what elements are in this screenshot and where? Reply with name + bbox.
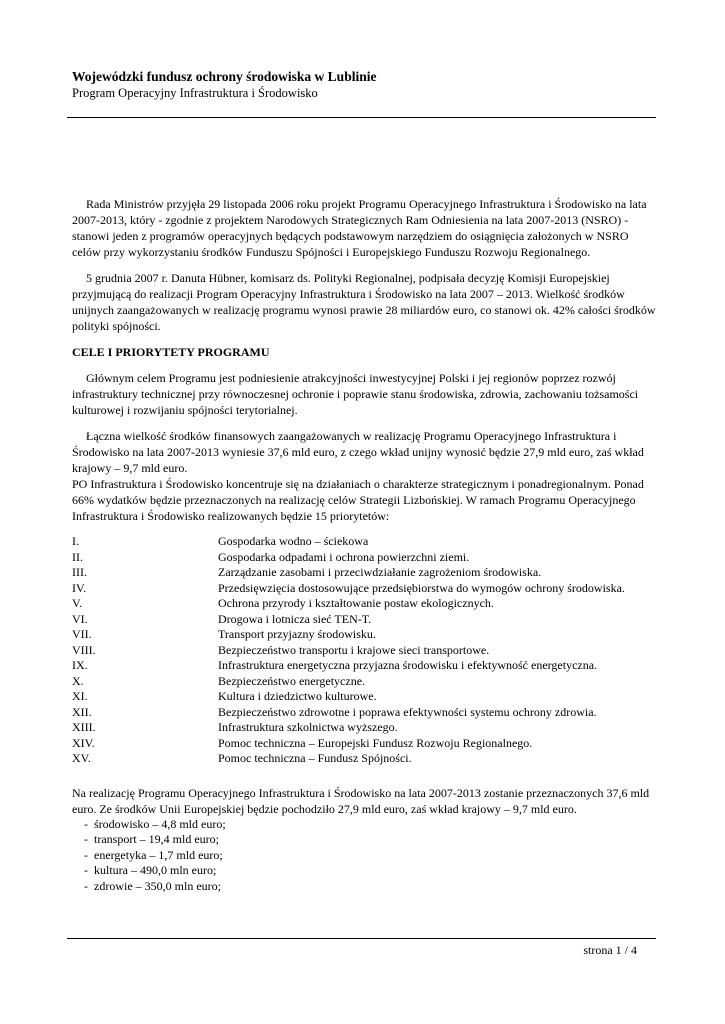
priority-row (72, 612, 625, 628)
priority-number: III. (72, 565, 87, 579)
allocation-list (72, 817, 657, 895)
priorities-list (72, 534, 625, 767)
section-heading: CELE I PRIORYTETY PROGRAMU (72, 345, 270, 359)
priority-row (72, 705, 625, 721)
priority-label: Ochrona przyrody i kształtowanie postaw ekologicznych. (218, 596, 494, 610)
priority-number: XIII. (72, 720, 96, 734)
priority-label: Drogowa i lotnicza sieć TEN-T. (218, 611, 372, 626)
priority-row (72, 550, 625, 566)
priority-label: Infrastruktura szkolnictwa wyższego. (218, 720, 398, 734)
priority-row (72, 534, 625, 550)
priority-number: XIV. (72, 735, 95, 750)
document-header (72, 68, 652, 101)
priority-number: IV. (72, 580, 87, 595)
priority-row (72, 751, 625, 767)
priority-row (72, 720, 625, 736)
priority-row (72, 596, 625, 612)
priority-label: Transport przyjazny środowisku. (218, 627, 376, 641)
allocation-item: - energetyka – 1,7 mld euro; (84, 848, 657, 864)
priority-row (72, 658, 625, 674)
priority-number: XII. (72, 704, 92, 719)
priority-row (72, 736, 625, 752)
priority-number: VIII. (72, 642, 96, 657)
header-divider (67, 117, 656, 118)
priority-number: XV. (72, 751, 91, 765)
allocation-item: - transport – 19,4 mld euro; (84, 832, 657, 848)
allocation-item: - kultura – 490,0 mln euro; (84, 863, 657, 879)
priority-label: Kultura i dziedzictwo kulturowe. (218, 689, 377, 703)
paragraph-allocation: Na realizację Programu Operacyjnego Infrastruktura i Środowisko na lata 2007-2013 zostanie przeznaczonych 37,6 mld euro. Ze środków Unii Europejskiej będzie pochodziło 27,9 mld euro, zaś wkład krajowy – 9,7 mld euro. (72, 785, 650, 816)
priority-number: XI. (72, 689, 88, 703)
priority-label: Pomoc techniczna – Europejski Fundusz Rozwoju Regionalnego. (218, 735, 533, 750)
allocation-item: - zdrowie – 350,0 mln euro; (84, 879, 657, 895)
paragraph-decision: 5 grudnia 2007 r. Danuta Hübner, komisarz ds. Polityki Regionalnej, podpisała decyzję Komisji Europejskiej przyjmującą do realizacji Program Operacyjny Infrastruktura i Środowisko na lata 2007 – 2013. Wielkość środków unijnych zaangażowanych w realizację programu wynosi prawie 28 miliardów euro, co stanowi ok. 42% całości środków polityki spójności. (72, 271, 656, 333)
priority-label: Bezpieczeństwo zdrowotne i poprawa efektywności systemu ochrony zdrowia. (218, 704, 597, 719)
priority-number: II. (72, 549, 83, 564)
paragraph-goal: Głównym celem Programu jest podniesienie atrakcyjności inwestycyjnej Polski i jej regionów poprzez rozwój infrastruktury technicznej przy równoczesnej ochronie i poprawie stanu środowiska, zdrowia, zachowaniu tożsamości kulturowej i rozwijaniu spójności terytorialnej. (72, 371, 639, 417)
allocation-item: - środowisko – 4,8 mld euro; (84, 817, 657, 833)
priority-label: Gospodarka odpadami i ochrona powierzchni ziemi. (218, 549, 470, 564)
page-number: strona 1 / 4 (583, 943, 637, 957)
priority-label: Infrastruktura energetyczna przyjazna środowisku i efektywność energetyczna. (218, 658, 598, 672)
priority-number: X. (72, 673, 84, 688)
priority-number: IX. (72, 658, 88, 672)
header-title: Wojewódzki fundusz ochrony środowiska w Lublinie (72, 69, 377, 84)
priority-number: I. (72, 534, 79, 548)
document-body (72, 196, 657, 894)
paragraph-priorities-intro: PO Infrastruktura i Środowisko koncentruje się na działaniach o charakterze strategicznym i ponadregionalnym. Ponad 66% wydatków będzie przeznaczonych na realizację celów Strategii Lizbońskiej. W ramach Programu Operacyjnego Infrastruktura i Środowisko realizowanych będzie 15 priorytetów: (72, 477, 644, 523)
priority-label: Pomoc techniczna – Fundusz Spójności. (218, 751, 412, 765)
priority-row (72, 627, 625, 643)
priority-number: V. (72, 596, 83, 610)
priority-label: Gospodarka wodno – ściekowa (218, 534, 369, 548)
priority-number: VI. (72, 611, 88, 626)
paragraph-intro: Rada Ministrów przyjęła 29 listopada 2006 roku projekt Programu Operacyjnego Infrastruktura i Środowisko na lata 2007-2013, który - zgodnie z projektem Narodowych Strategicznych Ram Odniesienia na lata 2007-2013 (NSRO) - stanowi jeden z programów operacyjnych będących podstawowym narzędziem do osiągnięcia założonych w NSRO celów przy wykorzystaniu środków Funduszu Spójności i Europejskiego Funduszu Rozwoju Regionalnego. (72, 197, 647, 259)
priority-row (72, 565, 625, 581)
priority-row (72, 674, 625, 690)
priority-label: Bezpieczeństwo energetyczne. (218, 673, 366, 688)
priority-label: Przedsięwzięcia dostosowujące przedsiębiorstwa do wymogów ochrony środowiska. (218, 580, 625, 595)
footer-divider (67, 938, 656, 939)
priority-row (72, 581, 625, 597)
paragraph-funding: Łączna wielkość środków finansowych zaangażowanych w realizację Programu Operacyjnego Infrastruktura i Środowisko na lata 2007-2013 wyniesie 37,6 mld euro, z czego wkład unijny wynosić będzie 27,9 mld euro, zaś wkład krajowy – 9,7 mld euro. (72, 429, 644, 475)
priority-row (72, 689, 625, 705)
priority-label: Zarządzanie zasobami i przeciwdziałanie zagrożeniom środowiska. (218, 565, 542, 579)
priority-number: VII. (72, 627, 92, 641)
priority-row (72, 643, 625, 659)
header-subtitle: Program Operacyjny Infrastruktura i Środowisko (72, 86, 318, 100)
priority-label: Bezpieczeństwo transportu i krajowe sieci transportowe. (218, 642, 490, 657)
